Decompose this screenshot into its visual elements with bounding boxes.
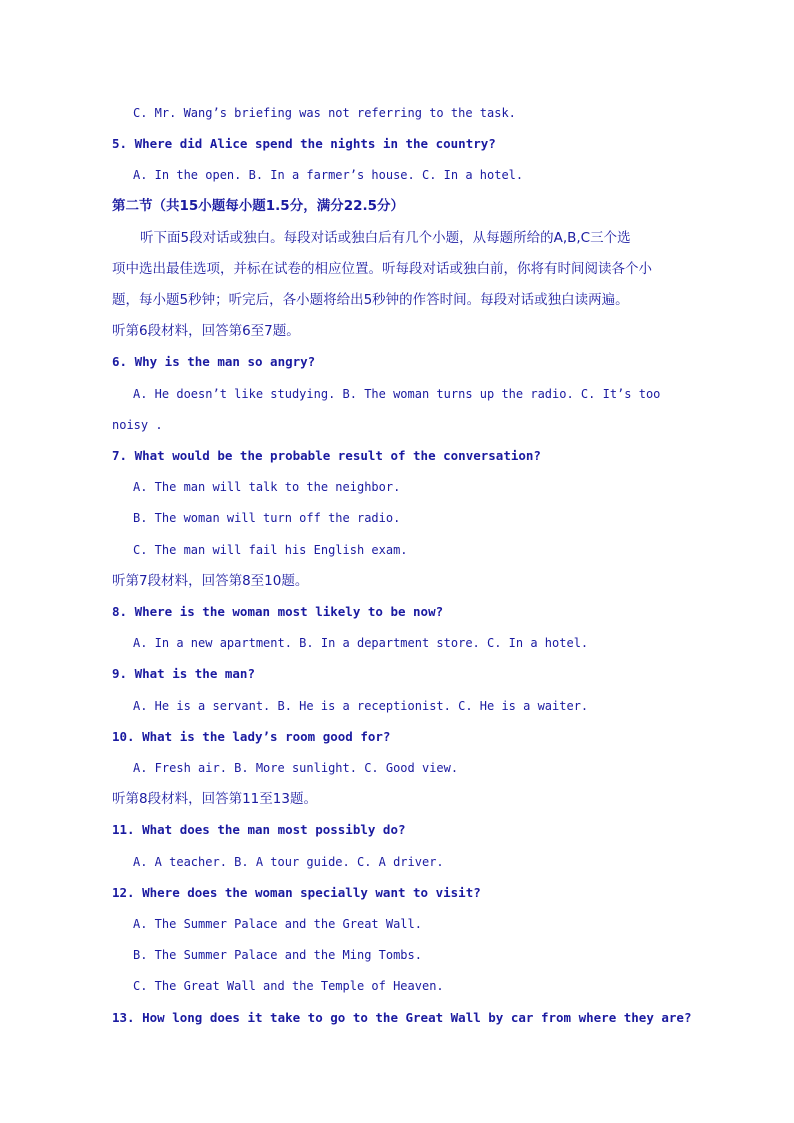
material-heading-8: 听第8段材料，回答第11至13题。 — [112, 791, 317, 807]
question-12: 12. Where does the woman specially want to visit? — [112, 885, 481, 900]
options-6: A. He doesn’t like studying. B. The woman turns up the radio. C. It’s too — [133, 387, 661, 401]
options-9: A. He is a servant. B. He is a receptionist. C. He is a waiter. — [133, 699, 589, 713]
question-9: 9. What is the man? — [112, 666, 255, 681]
option-line: C. Mr. Wang’s briefing was not referring to the task. — [133, 106, 516, 120]
question-13: 13. How long does it take to go to the Great Wall by car from where they are? — [112, 1010, 692, 1025]
options-6-continued: noisy . — [112, 418, 163, 432]
question-5: 5. Where did Alice spend the nights in the country? — [112, 136, 496, 151]
instructions-line-1: 听下面5段对话或独白。每段对话或独白后有几个小题，从每题所给的A,B,C三个选 — [140, 230, 631, 246]
option-12a: A. The Summer Palace and the Great Wall. — [133, 917, 422, 931]
question-11: 11. What does the man most possibly do? — [112, 822, 406, 837]
option-7a: A. The man will talk to the neighbor. — [133, 480, 401, 494]
material-heading-6: 听第6段材料，回答第6至7题。 — [112, 323, 300, 339]
options-5: A. In the open. B. In a farmer’s house. C. In a hotel. — [133, 168, 524, 182]
question-6: 6. Why is the man so angry? — [112, 354, 316, 369]
question-10: 10. What is the lady’s room good for? — [112, 729, 391, 744]
option-7b: B. The woman will turn off the radio. — [133, 511, 401, 525]
section-heading: 第二节（共15小题每小题1.5分，满分22.5分） — [112, 198, 405, 214]
option-12b: B. The Summer Palace and the Ming Tombs. — [133, 948, 422, 962]
material-heading-7: 听第7段材料，回答第8至10题。 — [112, 573, 309, 589]
instructions-line-3: 题，每小题5秒钟；听完后，各小题将给出5秒钟的作答时间。每段对话或独白读两遍。 — [112, 292, 629, 308]
question-7: 7. What would be the probable result of the conversation? — [112, 448, 541, 463]
options-11: A. A teacher. B. A tour guide. C. A driver. — [133, 855, 444, 869]
options-10: A. Fresh air. B. More sunlight. C. Good view. — [133, 761, 459, 775]
options-8: A. In a new apartment. B. In a department store. C. In a hotel. — [133, 636, 589, 650]
option-12c: C. The Great Wall and the Temple of Heaven. — [133, 979, 444, 993]
instructions-line-2: 项中选出最佳选项，并标在试卷的相应位置。听每段对话或独白前，你将有时间阅读各个小 — [112, 261, 652, 277]
option-7c: C. The man will fail his English exam. — [133, 543, 408, 557]
question-8: 8. Where is the woman most likely to be now? — [112, 604, 444, 619]
